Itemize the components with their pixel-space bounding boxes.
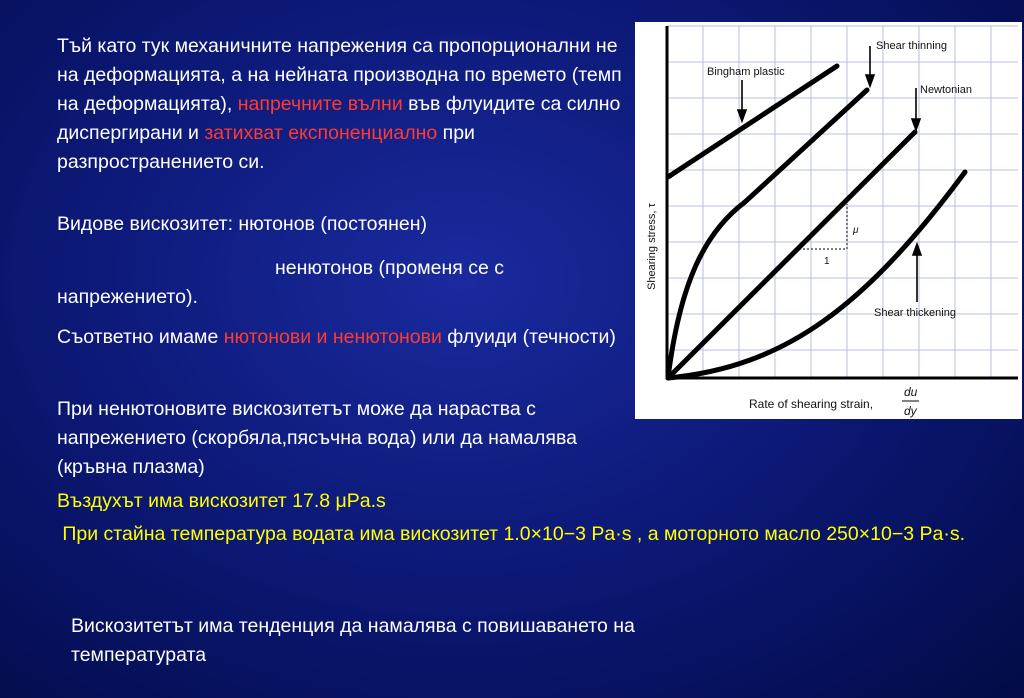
non-newtonian-text: ненютонов (променя се с	[275, 257, 505, 279]
bingham-plastic-curve	[668, 66, 837, 177]
viscosity-types-text: Видове вискозитет: нютонов (постоянен)	[57, 213, 427, 235]
viscosity-figure	[635, 22, 1022, 419]
intro-paragraph	[57, 32, 632, 177]
intro-text-2: във флуидите са силно диспергирани и	[57, 93, 621, 144]
x-axis-fraction-denominator: dy	[904, 404, 917, 418]
exponential-decay-highlight: затихват експоненциално	[204, 122, 438, 144]
non-newtonian-behaviour-paragraph: При ненютоновите вискозитетът може да нараства с напрежението (скорбяла,пясъчна вода) или да намалява (кръвна плазма)	[57, 398, 577, 478]
arrow-up-icon	[913, 244, 921, 255]
water-oil-viscosity-line: При стайна температура водата има вискозитет 1.0×10−3 Pa·s , а моторното масло 250×10−3 Pa·s.	[62, 523, 965, 545]
temperature-trend-line: Вискозитетът има тенденция да намалява с повишаването на температурата	[71, 615, 635, 666]
x-axis-fraction-numerator: du	[904, 385, 918, 399]
arrow-down-icon	[866, 75, 874, 86]
x-axis-label: Rate of shearing strain,	[749, 397, 874, 411]
rheology-diagram	[635, 22, 1022, 419]
fluids-text-2: флуиди (течности)	[441, 326, 616, 348]
shear-thinning-curve	[668, 90, 867, 378]
shear-thinning-label: Shear thinning	[876, 40, 947, 52]
slope-one-label: 1	[824, 256, 830, 267]
intro-text-3: при разпространението си.	[57, 122, 475, 173]
shear-thickening-curve	[668, 172, 965, 378]
transverse-waves-highlight: напречните вълни	[237, 93, 403, 115]
y-axis-label: Shearing stress, τ	[646, 203, 658, 290]
shear-thickening-label: Shear thickening	[874, 307, 956, 319]
slope-mu-label: μ	[853, 225, 859, 236]
fluids-text-1: Съответно имаме	[57, 326, 224, 348]
fluids-paragraph	[57, 323, 632, 352]
curves	[668, 66, 965, 378]
intro-text-1: Тъй като тук механичните напрежения са пропорционални не на деформацията, а на нейната производна по времето (темп на деформацията),	[57, 35, 622, 115]
newtonian-label: Newtonian	[920, 84, 972, 96]
bingham-plastic-label: Bingham plastic	[707, 66, 785, 78]
air-viscosity-line: Въздухът има вискозитет 17.8 μPa.s	[57, 490, 386, 512]
viscosity-types-line	[57, 210, 632, 239]
non-newtonian-text-cont: напрежението).	[57, 286, 198, 308]
fluid-types-highlight: нютонови и ненютонови	[223, 326, 442, 348]
non-newtonian-line	[57, 254, 632, 312]
